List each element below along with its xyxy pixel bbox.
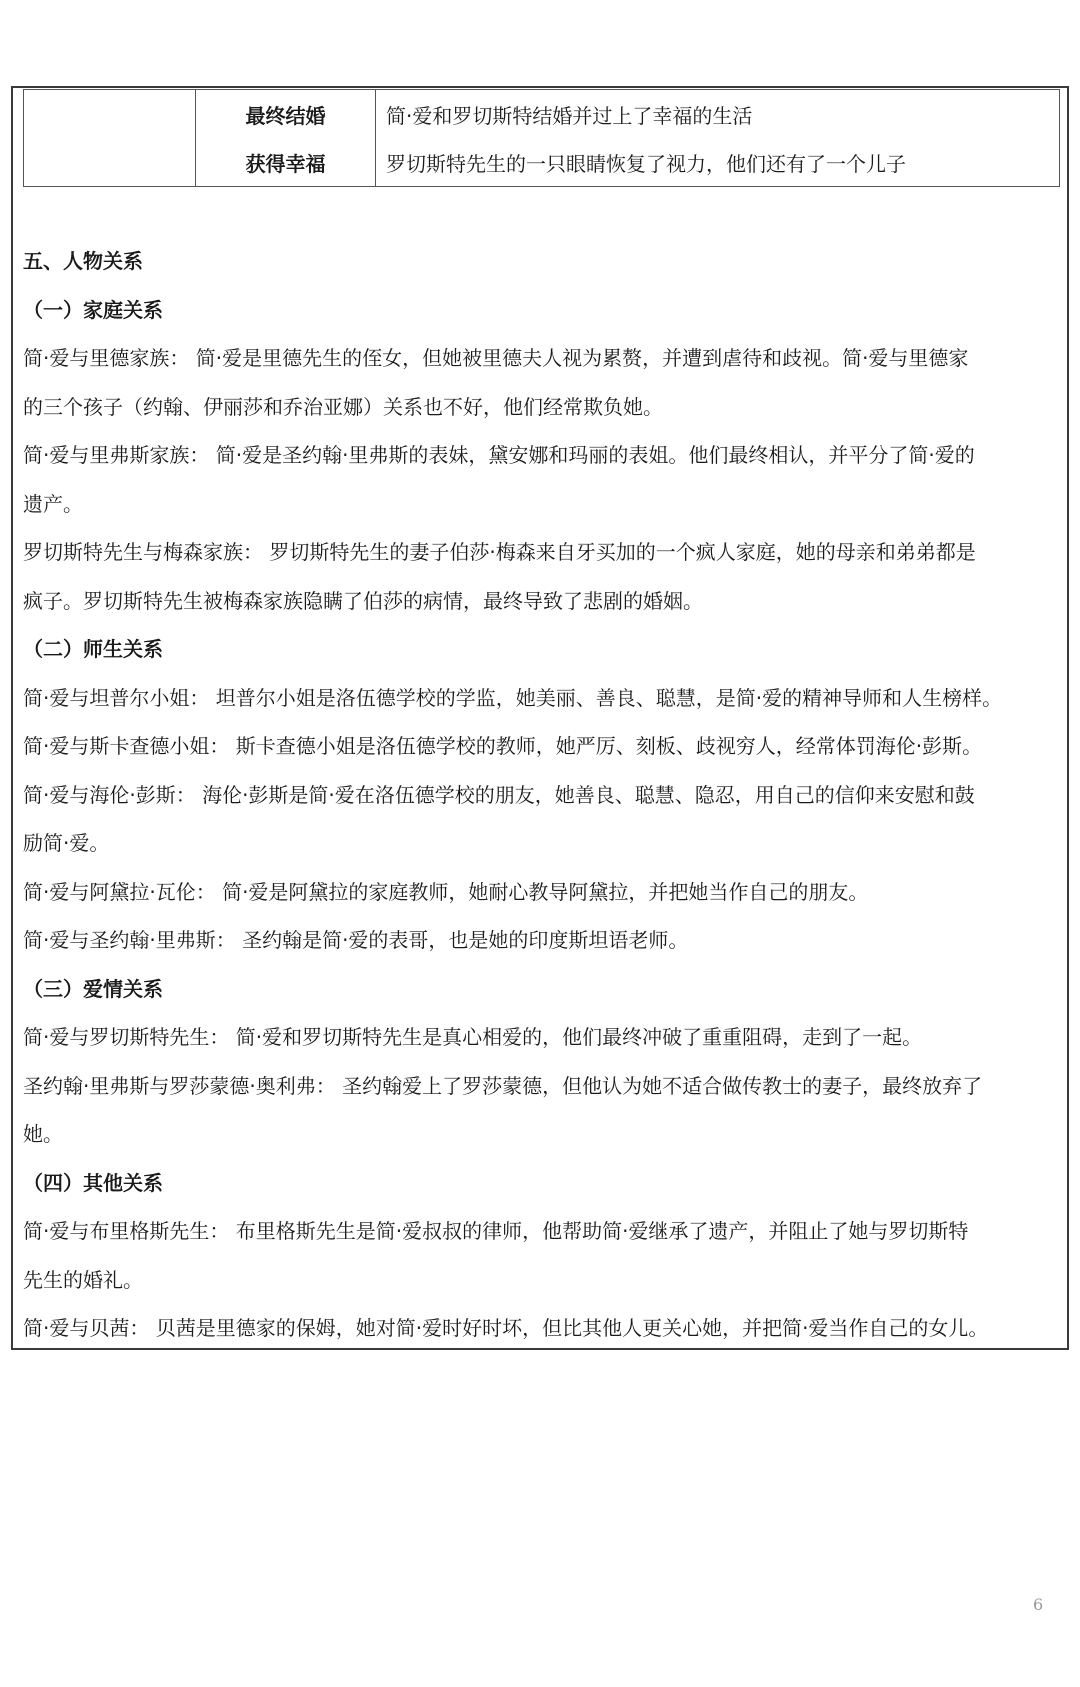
stage-description-cell: 罗切斯特先生的一只眼睛恢复了视力，他们还有了一个儿子 — [376, 138, 1060, 187]
stage-cell: 最终结婚 — [196, 90, 376, 139]
table-row — [24, 90, 1060, 139]
relation-line: 简·爱与里弗斯家族： 简·爱是圣约翰·里弗斯的表妹，黛安娜和玛丽的表姐。他们最终相认，并平分了简·爱的 — [23, 443, 975, 467]
relation-line: 圣约翰·里弗斯与罗莎蒙德·奥利弗： 圣约翰爱上了罗莎蒙德，但他认为她不适合做传教士的妻子，最终放弃了 — [23, 1073, 983, 1098]
relation-line: 简·爱与布里格斯先生： 布里格斯先生是简·爱叔叔的律师，他帮助简·爱继承了遗产，并阻止了她与罗切斯特 — [23, 1219, 969, 1243]
subsection-love: （三）爱情关系 — [23, 976, 163, 1001]
relation-line: 罗切斯特先生与梅森家族： 罗切斯特先生的妻子伯莎·梅森来自牙买加的一个疯人家庭，她的母亲和弟弟都是 — [23, 540, 976, 564]
relation-line: 简·爱与贝茜： 贝茜是里德家的保姆，她对简·爱时好时坏，但比其他人更关心她，并把简·爱当作自己的女儿。 — [23, 1316, 989, 1340]
relation-line: 遗产。 — [23, 491, 83, 516]
subsection-other: （四）其他关系 — [23, 1170, 163, 1195]
relation-line: 先生的婚礼。 — [23, 1267, 143, 1292]
relation-line: 她。 — [23, 1122, 63, 1146]
stage-cell: 获得幸福 — [196, 138, 376, 187]
relation-line: 简·爱与海伦·彭斯： 海伦·彭斯是简·爱在洛伍德学校的朋友，她善良、聪慧、隐忍，用自己的信仰来安慰和鼓 — [23, 782, 975, 807]
relation-line: 简·爱与圣约翰·里弗斯： 圣约翰是简·爱的表哥，也是她的印度斯坦语老师。 — [23, 928, 689, 952]
subsection-teacher: （二）师生关系 — [23, 637, 163, 661]
section-title: 五、人物关系 — [23, 249, 143, 273]
relation-line: 励简·爱。 — [23, 831, 110, 855]
relation-line: 简·爱与里德家族： 简·爱是里德先生的侄女，但她被里德夫人视为累赘，并遭到虐待和歧视。简·爱与里德家 — [23, 346, 969, 370]
relation-line: 简·爱与罗切斯特先生： 简·爱和罗切斯特先生是真心相爱的，他们最终冲破了重重阻碍，走到了一起。 — [23, 1025, 923, 1049]
relation-line: 疯子。罗切斯特先生被梅森家族隐瞒了伯莎的病情，最终导致了悲剧的婚姻。 — [23, 588, 703, 613]
relation-line: 简·爱与阿黛拉·瓦伦： 简·爱是阿黛拉的家庭教师，她耐心教导阿黛拉，并把她当作自己的朋友。 — [23, 879, 869, 904]
stage-description-cell: 简·爱和罗切斯特结婚并过上了幸福的生活 — [376, 90, 1060, 139]
subsection-family: （一）家庭关系 — [23, 297, 163, 322]
relation-line: 简·爱与坦普尔小姐： 坦普尔小姐是洛伍德学校的学监，她美丽、善良、聪慧，是简·爱的精神导师和人生榜样。 — [23, 685, 1003, 710]
plot-stage-table — [23, 89, 1060, 187]
relation-line: 的三个孩子（约翰、伊丽莎和乔治亚娜）关系也不好，他们经常欺负她。 — [23, 394, 663, 419]
page-number: 6 — [1033, 1595, 1044, 1614]
relation-line: 简·爱与斯卡查德小姐： 斯卡查德小姐是洛伍德学校的教师，她严厉、刻板、歧视穷人，经常体罚海伦·彭斯。 — [23, 734, 983, 758]
table-blank-cell — [24, 90, 196, 187]
character-relations-section — [23, 237, 1063, 1353]
